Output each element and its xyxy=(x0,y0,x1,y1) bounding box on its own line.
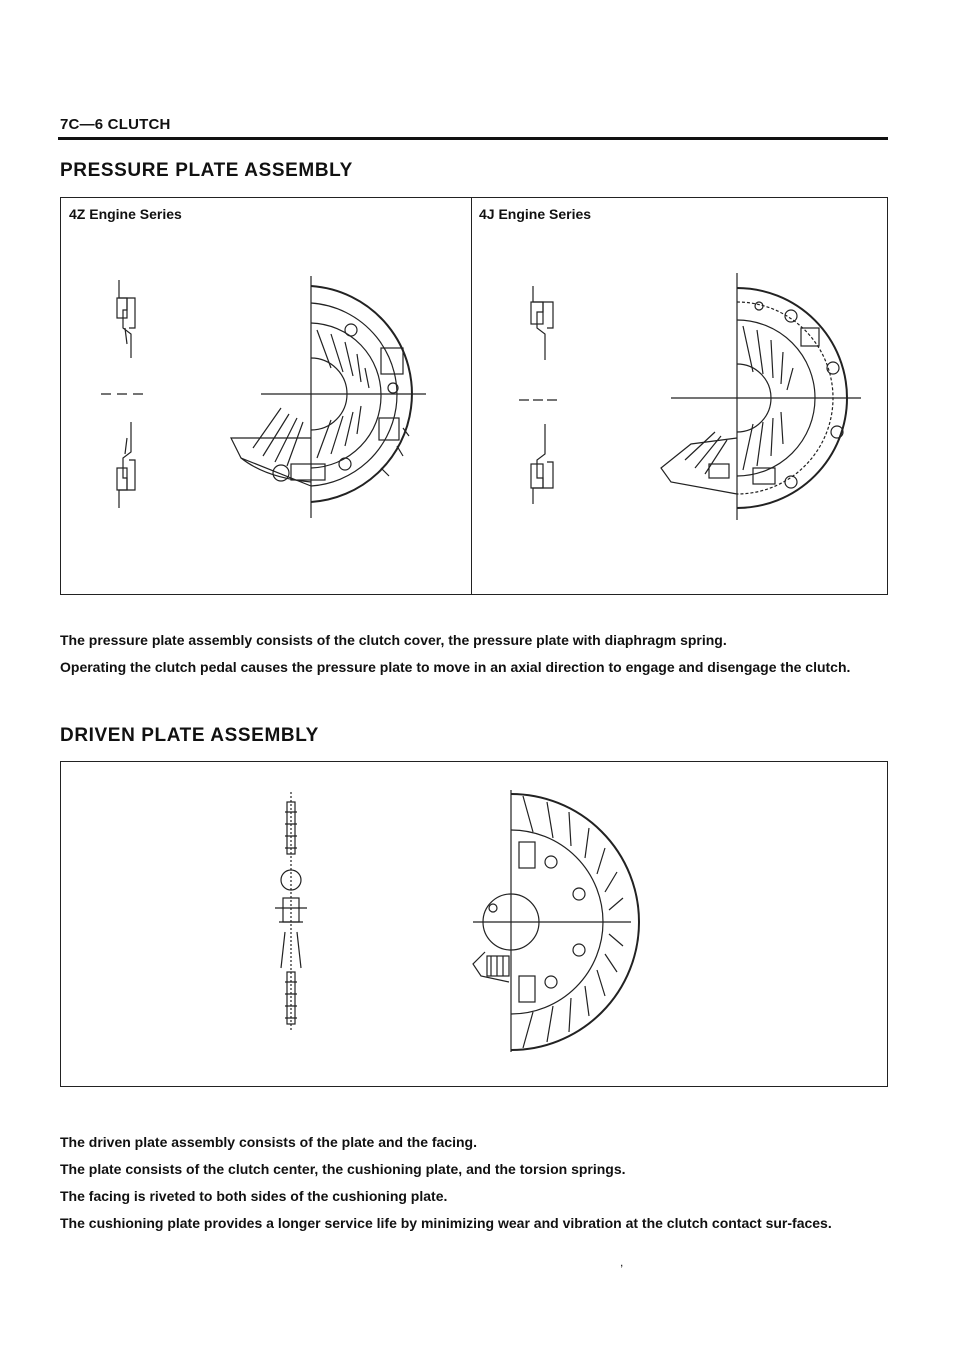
section-title-driven-plate: DRIVEN PLATE ASSEMBLY xyxy=(60,725,319,746)
driven-plate-front-view xyxy=(473,790,639,1052)
page-header: 7C—6 CLUTCH xyxy=(60,116,171,133)
driven-plate-paragraph-2: The plate consists of the clutch center, the cushioning plate, and the torsion springs. xyxy=(60,1161,626,1177)
figure-label-4z: 4Z Engine Series xyxy=(69,206,182,222)
pressure-plate-4j-drawing xyxy=(491,268,881,528)
driven-plate-paragraph-4: The cushioning plate provides a longer service life by minimizing wear and vibration at the clutch contact sur-faces. xyxy=(60,1215,832,1231)
header-rule xyxy=(58,137,888,140)
driven-plate-cross-section xyxy=(275,792,307,1032)
footer-mark: , xyxy=(620,1255,624,1269)
driven-plate-paragraph-3: The facing is riveted to both sides of the cushioning plate. xyxy=(60,1188,448,1204)
front-view-4z xyxy=(231,276,426,518)
driven-plate-figure xyxy=(60,761,888,1087)
figure-label-4j: 4J Engine Series xyxy=(479,206,592,222)
pressure-plate-paragraph-1: The pressure plate assembly consists of the clutch cover, the pressure plate with diaphragm spring. xyxy=(60,632,727,648)
cross-section-4z xyxy=(101,280,143,508)
driven-plate-paragraph-1: The driven plate assembly consists of the plate and the facing. xyxy=(60,1134,477,1150)
pressure-plate-4z-drawing xyxy=(81,268,461,528)
driven-plate-drawing xyxy=(261,782,701,1062)
figure-divider xyxy=(471,198,472,594)
front-view-4j xyxy=(661,273,861,520)
section-title-pressure-plate: PRESSURE PLATE ASSEMBLY xyxy=(60,160,353,181)
pressure-plate-paragraph-2: Operating the clutch pedal causes the pressure plate to move in an axial direction to engage and disengage the clutch. xyxy=(60,659,851,675)
pressure-plate-figure xyxy=(60,197,888,595)
cross-section-4j xyxy=(519,286,557,504)
